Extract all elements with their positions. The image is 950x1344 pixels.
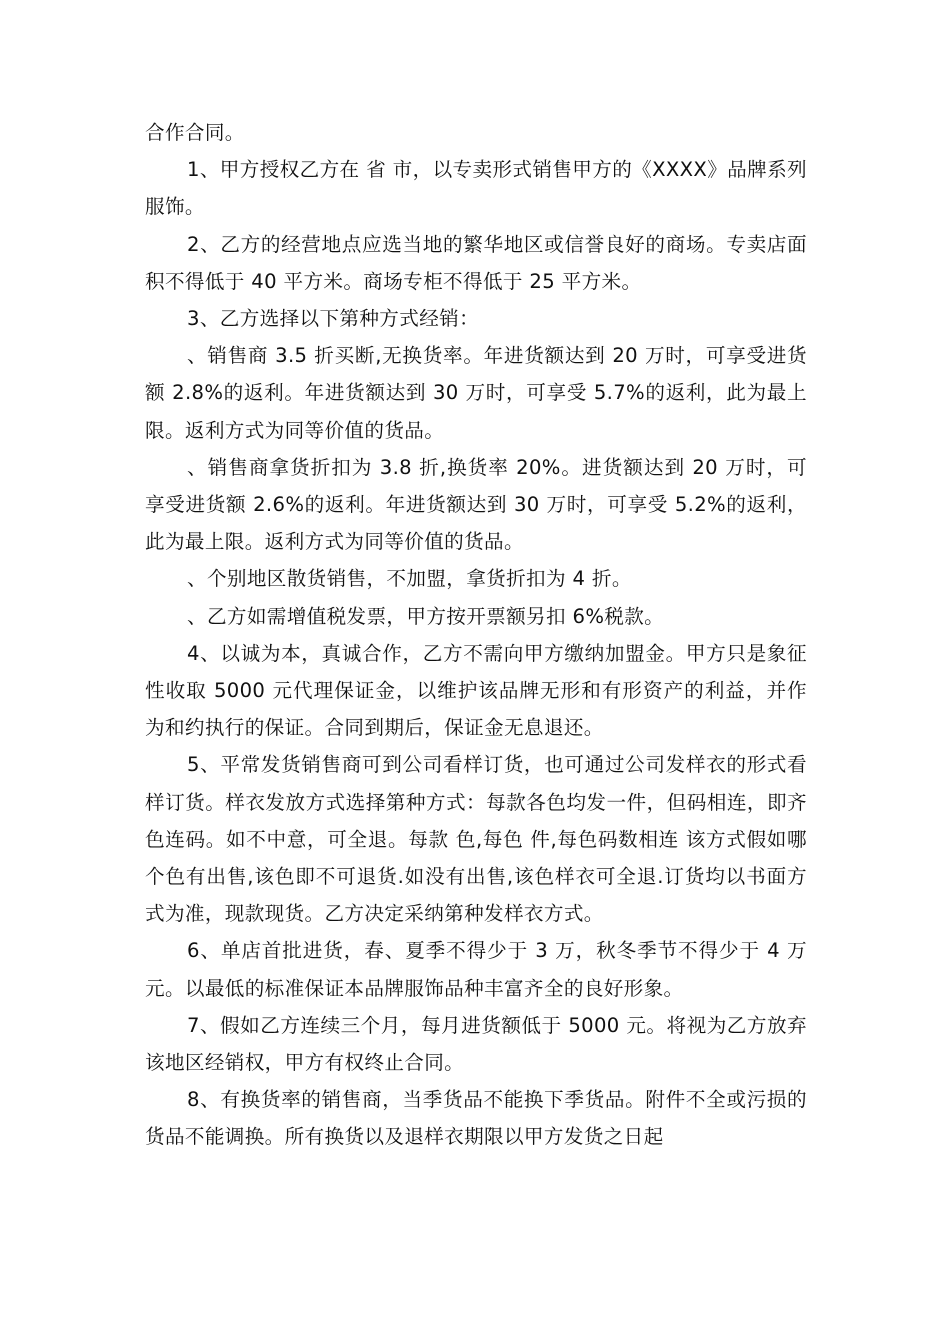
clause-3: 3、乙方选择以下第种方式经销： xyxy=(187,307,480,331)
contract-body xyxy=(145,114,807,1156)
clause-3-option-b: 、销售商拿货折扣为 3.8 折,换货率 20%。进货额达到 20 万时，可享受进货额 2.6%的返利。年进货额达到 30 万时，可享受 5.2%的返利，此为最上限。返利方式为同等价值的货品。 xyxy=(145,455,807,554)
clause-4: 4、以诚为本，真诚合作，乙方不需向甲方缴纳加盟金。甲方只是象征性收取 5000 元代理保证金，以维护该品牌无形和有形资产的利益，并作为和约执行的保证。合同到期后，保证金无息退还。 xyxy=(145,641,807,740)
paragraph-intro-fragment: 合作合同。 xyxy=(145,121,245,144)
clause-3-option-a: 、销售商 3.5 折买断,无换货率。年进货额达到 20 万时，可享受进货额 2.8%的返利。年进货额达到 30 万时，可享受 5.7%的返利，此为最上限。返利方式为同等价值的货品。 xyxy=(145,344,807,442)
clause-5: 5、平常发货销售商可到公司看样订货，也可通过公司发样衣的形式看样订货。样衣发放方式选择第种方式：每款各色均发一件，但码相连，即齐色连码。如不中意，可全退。每款 色,每色 件,每色码数相连 该方式假如哪个色有出售,该色即不可退货.如没有出售,该色样衣可全退.订货均以书面方式为准，现款现货。乙方决定采纳第种发样衣方式。 xyxy=(145,753,807,926)
clause-2: 2、乙方的经营地点应选当地的繁华地区或信誉良好的商场。专卖店面积不得低于 40 平方米。商场专柜不得低于 25 平方米。 xyxy=(145,232,807,293)
clause-1: 1、甲方授权乙方在 省 市，以专卖形式销售甲方的《XXXX》品牌系列服饰。 xyxy=(145,158,807,219)
clause-7: 7、假如乙方连续三个月，每月进货额低于 5000 元。将视为乙方放弃该地区经销权，甲方有权终止合同。 xyxy=(145,1013,807,1075)
clause-3-option-c: 、个别地区散货销售，不加盟，拿货折扣为 4 折。 xyxy=(187,567,632,591)
clause-6: 6、单店首批进货，春、夏季不得少于 3 万，秋冬季节不得少于 4 万元。以最低的标准保证本品牌服饰品种丰富齐全的良好形象。 xyxy=(145,939,807,1000)
clause-8: 8、有换货率的销售商，当季货品不能换下季货品。附件不全或污损的货品不能调换。所有换货以及退样衣期限以甲方发货之日起 xyxy=(145,1088,807,1149)
clause-3-option-d: 、乙方如需增值税发票，甲方按开票额另扣 6%税款。 xyxy=(187,604,665,628)
